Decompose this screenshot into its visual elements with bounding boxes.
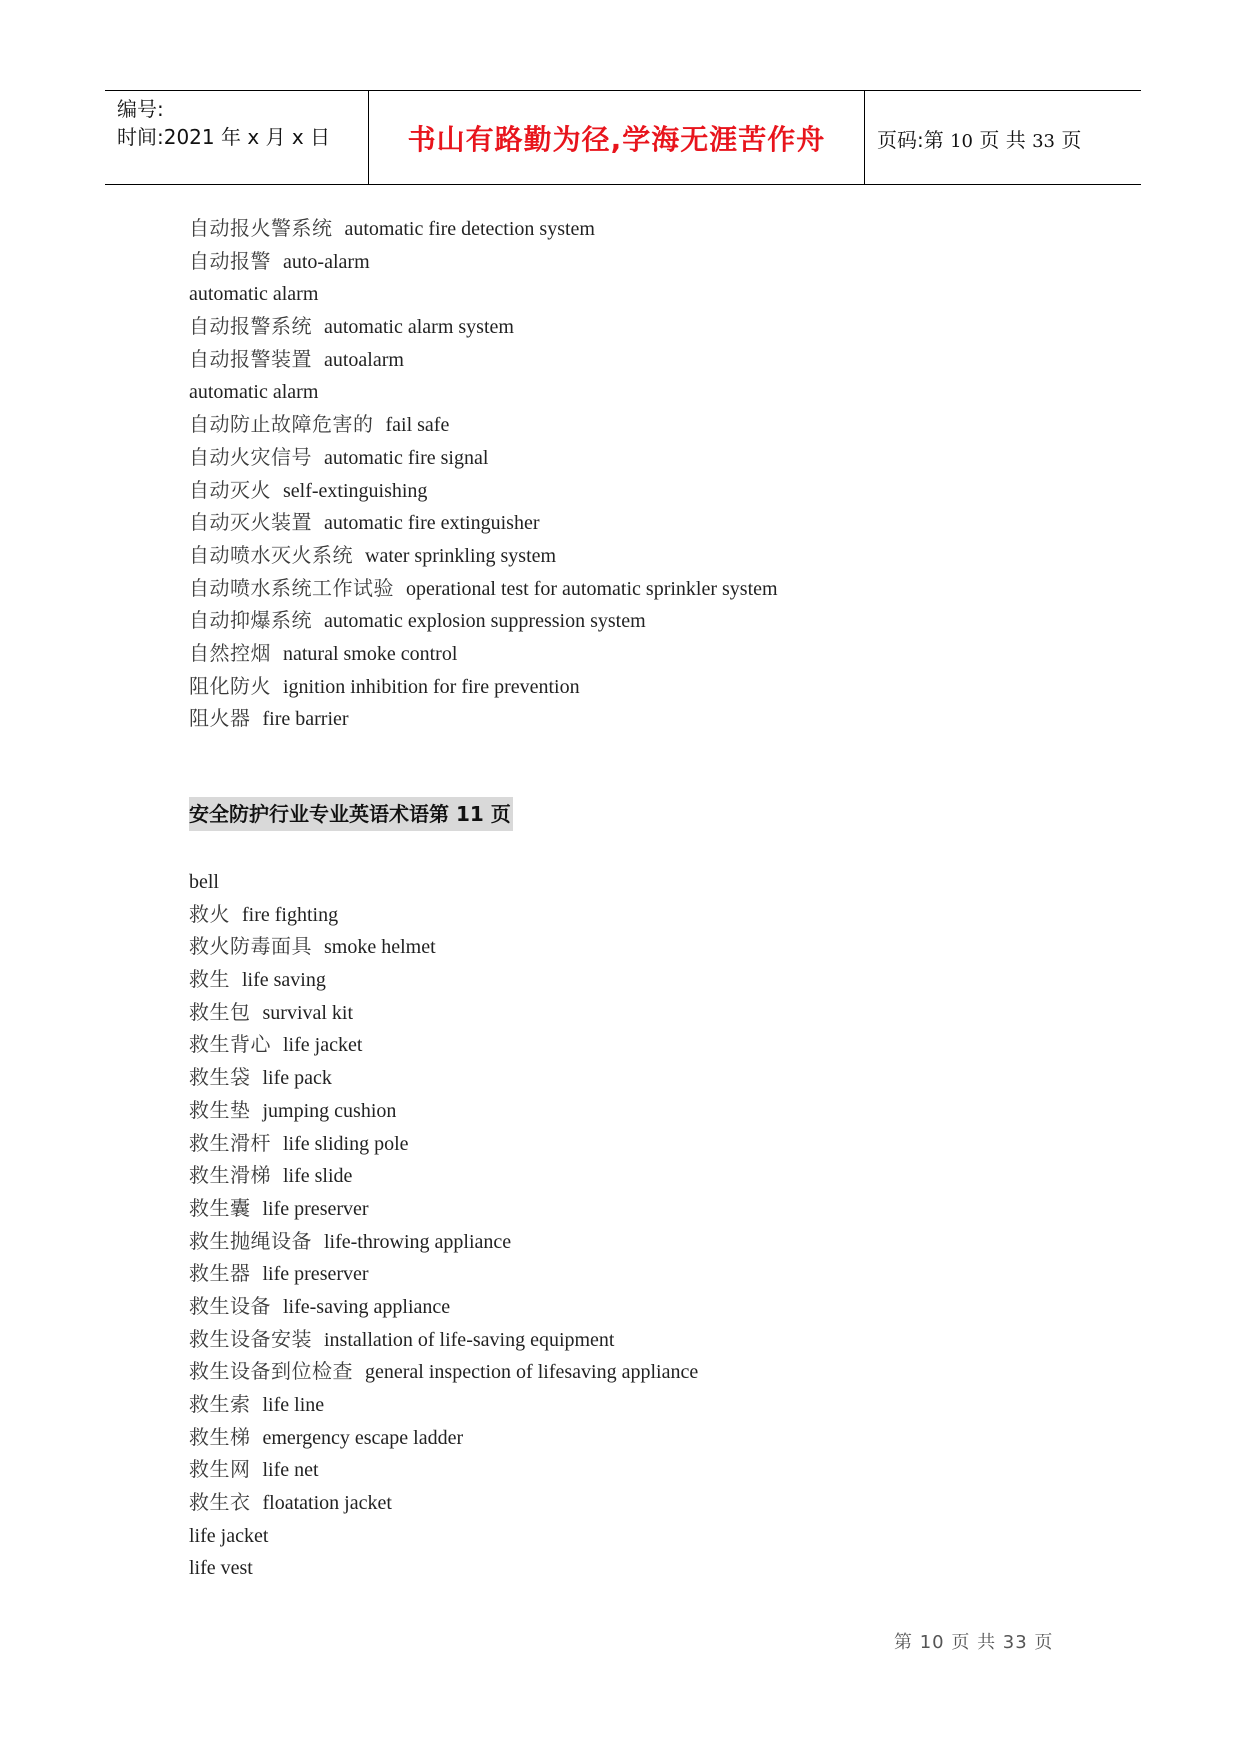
glossary-entry	[189, 1421, 698, 1454]
term-english: life sliding pole	[283, 1132, 409, 1155]
glossary-entry	[189, 996, 698, 1029]
glossary-entry	[189, 1028, 698, 1061]
page-total: 33	[1032, 131, 1055, 152]
page-footer: 第 10 页 共 33 页	[894, 1632, 1054, 1653]
term-chinese: 自动抑爆系统	[189, 608, 312, 633]
term-chinese: 自动火灾信号	[189, 444, 312, 469]
glossary-entry	[189, 474, 778, 507]
term-chinese: 救生网	[189, 1457, 251, 1482]
term-english: fire fighting	[242, 903, 339, 926]
term-english: life net	[262, 1459, 319, 1482]
term-english: survival kit	[262, 1001, 354, 1024]
term-chinese: 救生衣	[189, 1490, 251, 1515]
term-chinese: 阻火器	[189, 706, 251, 731]
term-english: autoalarm	[324, 348, 404, 371]
term-english: fail safe	[385, 414, 450, 437]
term-english: operational test for automatic sprinkler system	[406, 577, 778, 600]
term-english: life preserver	[262, 1197, 369, 1220]
glossary-entry	[189, 212, 778, 245]
glossary-entry	[189, 1355, 698, 1388]
page-end-label: 页	[1061, 128, 1082, 152]
glossary-entry	[189, 343, 778, 376]
glossary-entry	[189, 1551, 698, 1584]
glossary-entry	[189, 898, 698, 931]
document-date: 时间:2021 年 x 月 x 日	[117, 125, 331, 149]
term-chinese: 救生梯	[189, 1424, 251, 1449]
term-chinese: 救生袋	[189, 1065, 251, 1090]
glossary-entry	[189, 310, 778, 343]
term-english: automatic fire signal	[324, 446, 489, 469]
term-english: general inspection of lifesaving appliance	[365, 1361, 699, 1384]
term-english: life jacket	[189, 1524, 269, 1547]
glossary-entry	[189, 604, 778, 637]
glossary-entry	[189, 572, 778, 605]
glossary-entry	[189, 441, 778, 474]
glossary-entry	[189, 506, 778, 539]
term-chinese: 自动喷水灭火系统	[189, 542, 353, 567]
glossary-entry	[189, 375, 778, 408]
glossary-list-1	[189, 212, 778, 735]
glossary-entry	[189, 1061, 698, 1094]
glossary-entry	[189, 245, 778, 278]
term-english: jumping cushion	[262, 1099, 397, 1122]
document-number-label: 编号:	[117, 97, 164, 121]
term-chinese: 救生背心	[189, 1032, 271, 1057]
term-english: bell	[189, 871, 219, 893]
term-chinese: 自动灭火	[189, 477, 271, 502]
glossary-entry	[189, 865, 698, 898]
term-english: life saving	[242, 969, 326, 992]
term-english: auto-alarm	[283, 250, 370, 273]
term-english: life slide	[283, 1165, 353, 1188]
term-chinese: 救生	[189, 967, 230, 992]
term-english: life vest	[189, 1557, 253, 1580]
term-chinese: 救生器	[189, 1261, 251, 1286]
glossary-entry	[189, 1323, 698, 1356]
term-chinese: 救生囊	[189, 1195, 251, 1220]
page-label: 页码:第	[877, 128, 944, 152]
document-header	[105, 90, 1141, 185]
term-chinese: 自然控烟	[189, 640, 271, 665]
term-english: automatic explosion suppression system	[324, 610, 646, 633]
glossary-entry	[189, 277, 778, 310]
header-right-cell	[865, 91, 1141, 184]
term-english: automatic alarm system	[324, 316, 514, 339]
glossary-entry	[189, 1257, 698, 1290]
term-chinese: 阻化防火	[189, 673, 271, 698]
term-chinese: 自动报警	[189, 248, 271, 273]
term-english: self-extinguishing	[283, 479, 428, 502]
term-english: automatic alarm	[189, 283, 319, 306]
term-english: installation of life-saving equipment	[324, 1328, 615, 1351]
term-english: automatic fire extinguisher	[324, 512, 540, 535]
header-middle-cell	[368, 91, 865, 184]
glossary-entry	[189, 539, 778, 572]
term-english: life pack	[262, 1067, 332, 1090]
term-chinese: 救生设备安装	[189, 1326, 312, 1351]
term-english: life jacket	[283, 1034, 363, 1057]
term-english: water sprinkling system	[365, 544, 557, 567]
term-english: emergency escape ladder	[262, 1426, 464, 1449]
term-english: life-saving appliance	[283, 1295, 451, 1318]
term-chinese: 救火防毒面具	[189, 934, 312, 959]
term-chinese: 自动灭火装置	[189, 510, 312, 535]
section-heading: 安全防护行业专业英语术语第 11 页	[189, 797, 513, 831]
glossary-entry	[189, 1388, 698, 1421]
term-chinese: 救生包	[189, 999, 251, 1024]
term-chinese: 自动报火警系统	[189, 216, 333, 240]
term-english: fire barrier	[262, 708, 349, 731]
glossary-entry	[189, 930, 698, 963]
glossary-entry	[189, 408, 778, 441]
term-chinese: 救生抛绳设备	[189, 1228, 312, 1253]
glossary-entry	[189, 1290, 698, 1323]
page-current: 10	[950, 131, 974, 152]
glossary-list-2	[189, 865, 698, 1584]
term-chinese: 救生滑杆	[189, 1130, 271, 1155]
term-english: ignition inhibition for fire prevention	[283, 675, 580, 698]
term-chinese: 救火	[189, 901, 230, 926]
term-chinese: 救生设备到位检查	[189, 1359, 353, 1384]
page-mid-label: 页 共	[979, 128, 1026, 152]
glossary-entry	[189, 1453, 698, 1486]
glossary-entry	[189, 1159, 698, 1192]
term-chinese: 救生索	[189, 1392, 251, 1416]
glossary-entry	[189, 1094, 698, 1127]
term-chinese: 救生垫	[189, 1097, 251, 1122]
glossary-entry	[189, 637, 778, 670]
term-chinese: 救生滑梯	[189, 1163, 271, 1188]
term-english: floatation jacket	[262, 1492, 392, 1515]
glossary-entry	[189, 1127, 698, 1160]
term-english: automatic fire detection system	[344, 218, 595, 240]
header-page-info	[877, 124, 1081, 153]
term-chinese: 自动报警系统	[189, 314, 312, 339]
glossary-entry	[189, 963, 698, 996]
glossary-entry	[189, 1486, 698, 1519]
term-english: natural smoke control	[283, 642, 458, 665]
glossary-entry	[189, 702, 778, 735]
glossary-entry	[189, 1192, 698, 1225]
term-chinese: 自动喷水系统工作试验	[189, 575, 394, 600]
glossary-entry	[189, 670, 778, 703]
glossary-entry	[189, 1519, 698, 1552]
motto: 书山有路勤为径,学海无涯苦作舟	[407, 123, 826, 156]
term-english: smoke helmet	[324, 936, 436, 959]
term-chinese: 救生设备	[189, 1293, 271, 1318]
term-english: life-throwing appliance	[324, 1230, 512, 1253]
term-english: life preserver	[262, 1263, 369, 1286]
glossary-entry	[189, 1225, 698, 1258]
term-chinese: 自动防止故障危害的	[189, 412, 374, 437]
header-left-cell	[105, 91, 367, 184]
term-english: life line	[262, 1394, 325, 1416]
term-chinese: 自动报警装置	[189, 346, 312, 371]
term-english: automatic alarm	[189, 381, 319, 404]
